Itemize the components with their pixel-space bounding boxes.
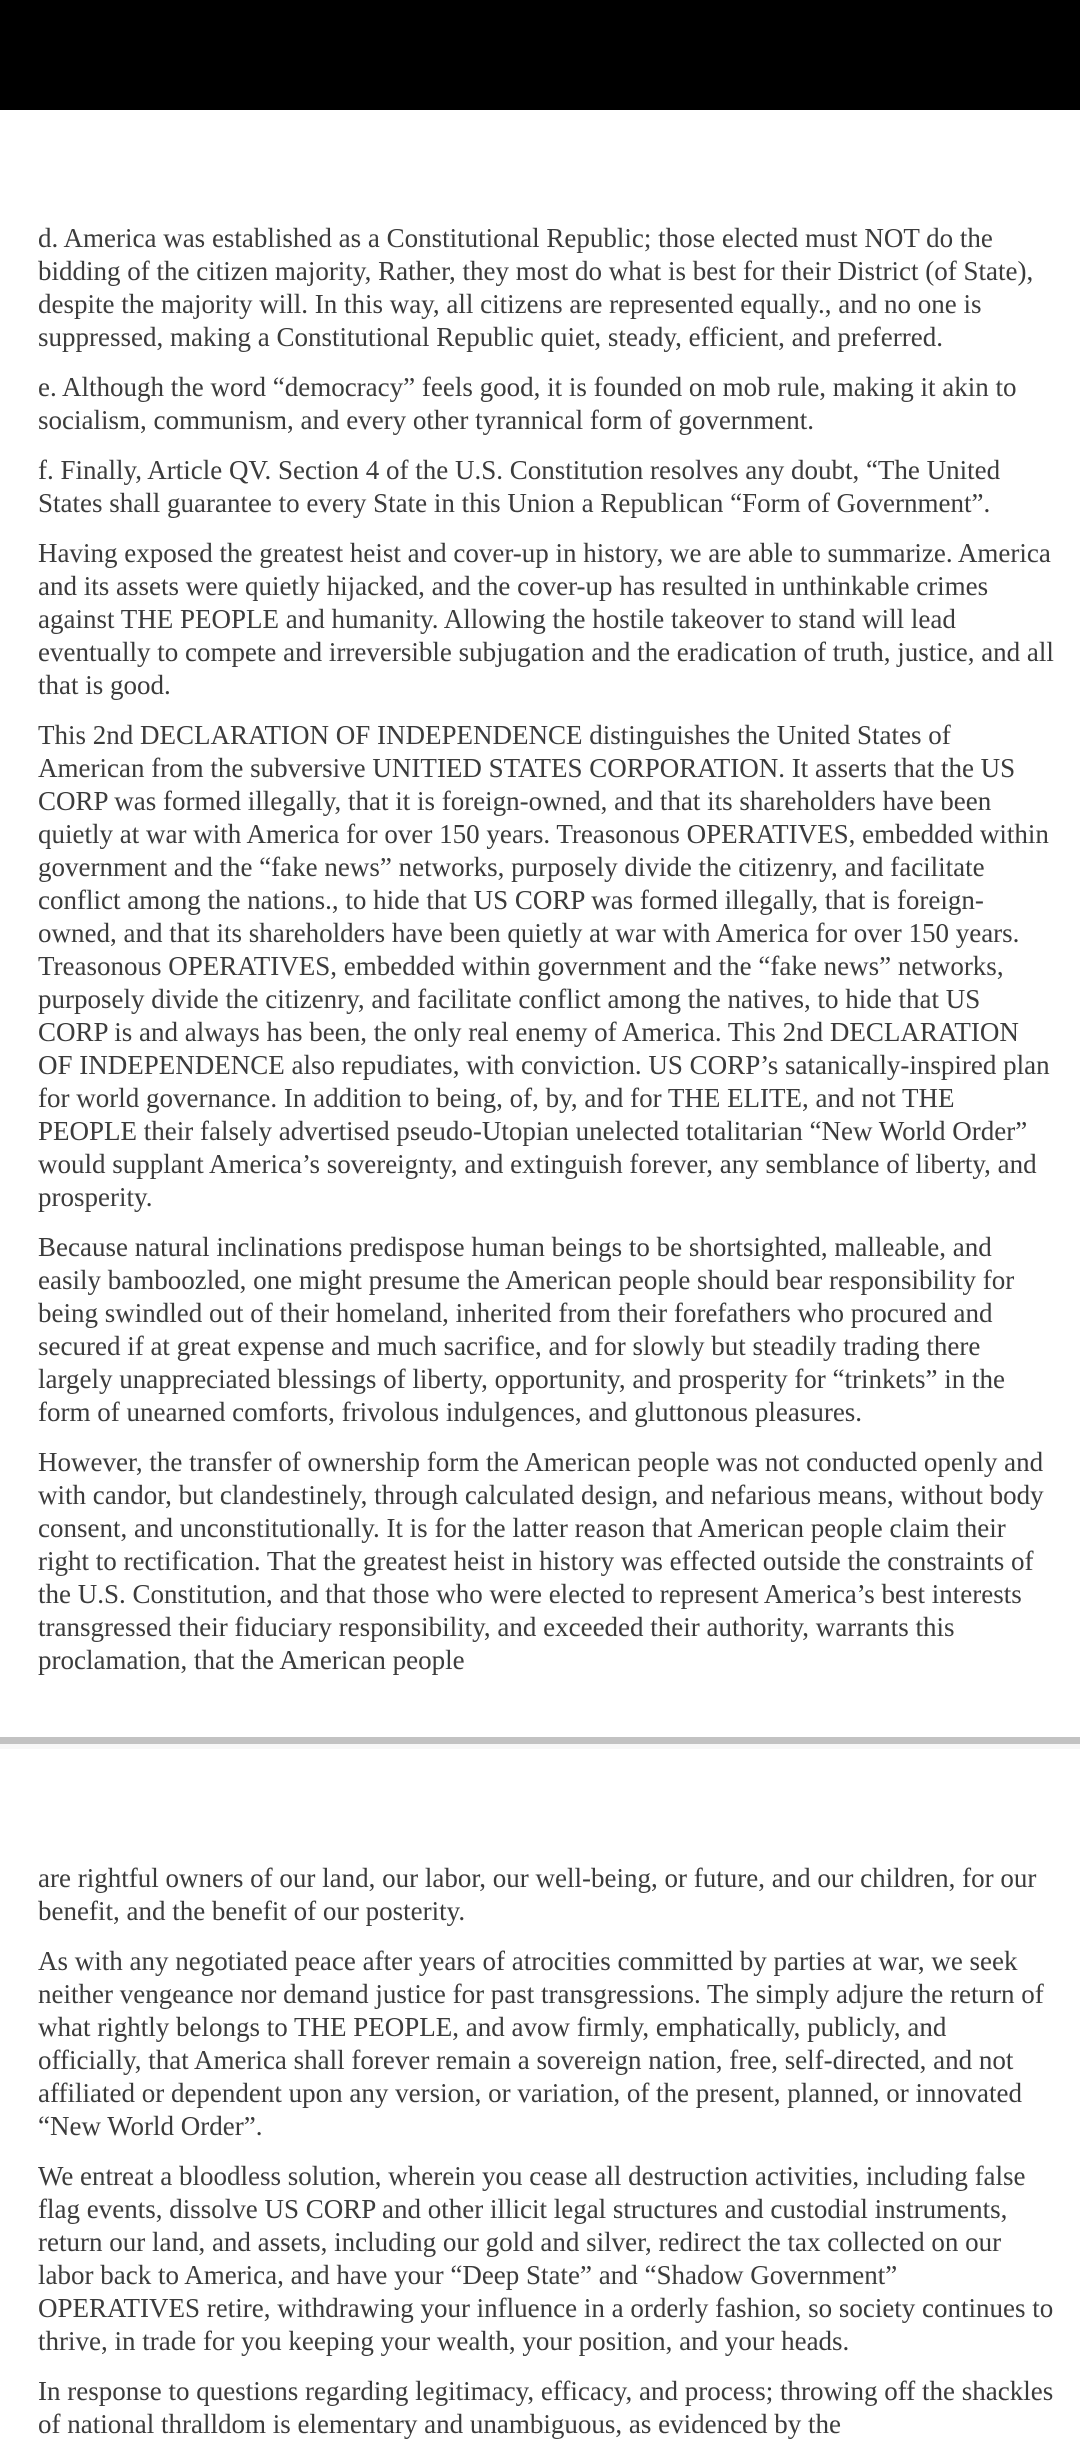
paragraph: Having exposed the greatest heist and cover-up in history, we are able to summarize. America and its assets were quietly hijacked, and the cover-up has resulted in unthinkable crimes against THE PEOPLE and humanity. Allowing the hostile takeover to stand will lead eventually to compete and irreversible subjugation and the eradication of truth, justice, and all that is good.: [38, 538, 1054, 700]
paragraph: We entreat a bloodless solution, wherein you cease all destruction activities, including false flag events, dissolve US CORP and other illicit legal structures and custodial instruments, return our land, and assets, including our gold and silver, redirect the tax collected on our labor back to America, and have your “Deep State” and “Shadow Government” OPERATIVES retire, withdrawing your influence in a orderly fashion, so society continues to thrive, in trade for you keeping your wealth, your position, and your heads.: [38, 2161, 1054, 2356]
paragraph: are rightful owners of our land, our labor, our well-being, or future, and our children, for our benefit, and the benefit of our posterity.: [38, 1863, 1037, 1926]
paragraph: This 2nd DECLARATION OF INDEPENDENCE distinguishes the United States of American from the subversive UNITIED STATES CORPORATION. It asserts that the US CORP was formed illegally, that it is foreign-owned, and that its shareholders have been quietly at war with America for over 150 years. Treasonous OPERATIVES, embedded within government and the “fake news” networks, purposely divide the citizenry, and facilitate conflict among the nations., to hide that US CORP was formed illegally, that is foreign-owned, and that its shareholders have been quietly at war with America for over 150 years. Treasonous OPERATIVES, embedded within government and the “fake news” networks, purposely divide the citizenry, and facilitate conflict among the natives, to hide that US CORP is and always has been, the only real enemy of America. This 2nd DECLARATION OF INDEPENDENCE also repudiates, with conviction. US CORP’s satanically-inspired plan for world governance. In addition to being, of, by, and for THE ELITE, and not THE PEOPLE their falsely advertised pseudo-Utopian unelected totalitarian “New World Order” would supplant America’s sovereignty, and extinguish forever, any semblance of liberty, and prosperity.: [38, 720, 1050, 1212]
page-separator: [0, 1737, 1080, 1744]
page-1[interactable]: [0, 110, 1080, 1737]
paragraph: e. Although the word “democracy” feels good, it is founded on mob rule, making it akin to socialism, communism, and every other tyrannical form of government.: [38, 372, 1017, 435]
paragraph: d. America was established as a Constitutional Republic; those elected must NOT do the bidding of the citizen majority, Rather, they most do what is best for their District (of State), despite the majority will. In this way, all citizens are represented equally., and no one is suppressed, making a Constitutional Republic quiet, steady, efficient, and preferred.: [38, 223, 1034, 352]
status-bar: [0, 0, 1080, 110]
paragraph: f. Finally, Article QV. Section 4 of the U.S. Constitution resolves any doubt, “The United States shall guarantee to every State in this Union a Republican “Form of Government”.: [38, 455, 1001, 518]
page-2[interactable]: [0, 1749, 1080, 2441]
paragraph: Because natural inclinations predispose human beings to be shortsighted, malleable, and easily bamboozled, one might presume the American people should bear responsibility for being swindled out of their homeland, inherited from their forefathers who procured and secured if at great expense and much sacrifice, and for slowly but steadily trading there largely unappreciated blessings of liberty, opportunity, and prosperity for “trinkets” in the form of unearned comforts, frivolous indulgences, and gluttonous pleasures.: [38, 1232, 1015, 1427]
paragraph: However, the transfer of ownership form the American people was not conducted openly and with candor, but clandestinely, through calculated design, and nefarious means, without body consent, and unconstitutionally. It is for the latter reason that American people claim their right to rectification. That the greatest heist in history was effected outside the constraints of the U.S. Constitution, and that those who were elected to represent America’s best interests transgressed their fiduciary responsibility, and exceeded their authority, warrants this proclamation, that the American people: [38, 1447, 1044, 1675]
paragraph: As with any negotiated peace after years of atrocities committed by parties at war, we seek neither vengeance nor demand justice for past transgressions. The simply adjure the return of what rightly belongs to THE PEOPLE, and avow firmly, emphatically, publicly, and officially, that America shall forever remain a sovereign nation, free, self-directed, and not affiliated or dependent upon any version, or variation, of the present, planned, or innovated “New World Order”.: [38, 1946, 1044, 2141]
paragraph: In response to questions regarding legitimacy, efficacy, and process; throwing off the shackles of national thralldom is elementary and unambiguous, as evidenced by the: [38, 2376, 1054, 2439]
